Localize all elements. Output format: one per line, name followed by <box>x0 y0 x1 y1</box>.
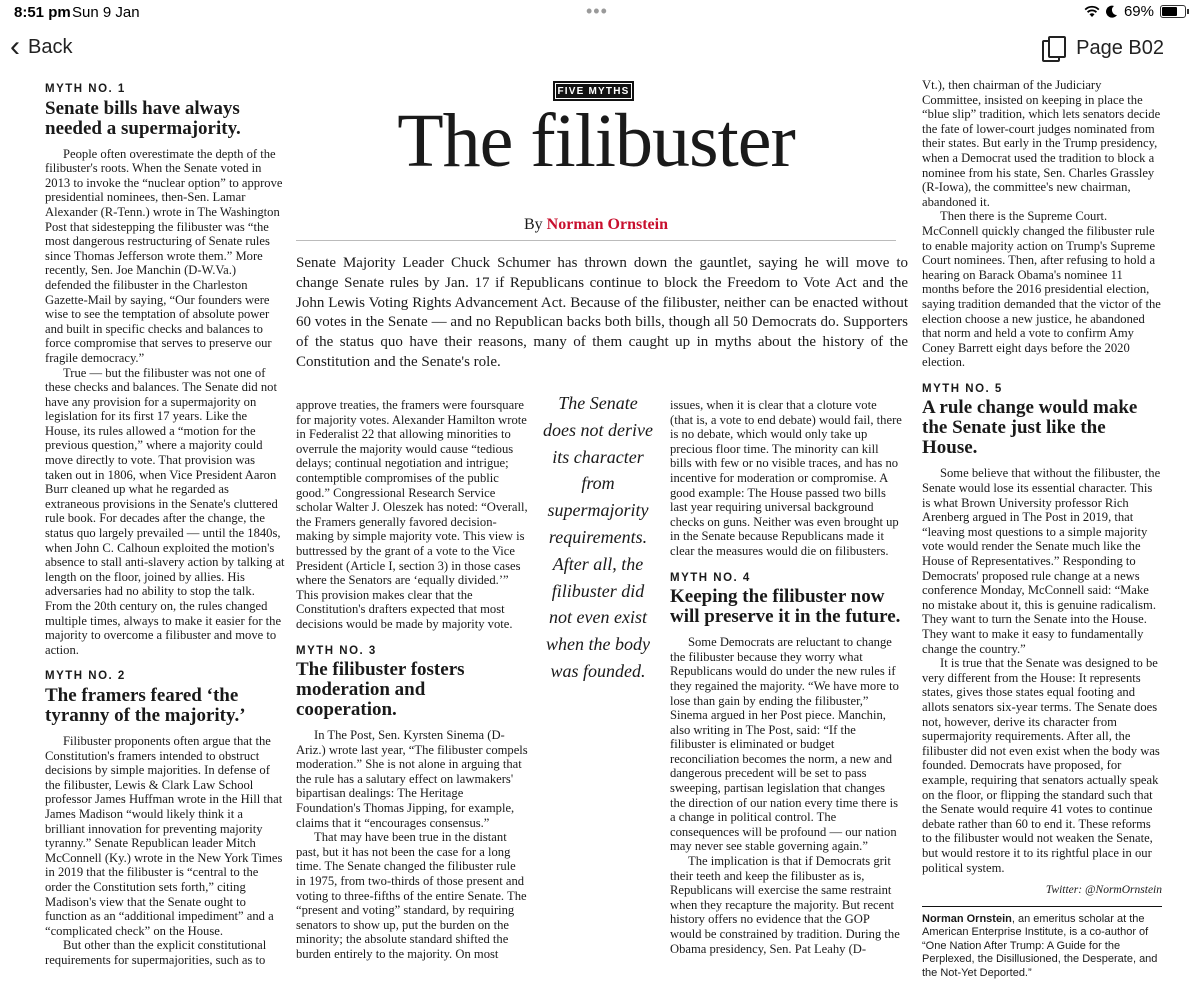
myth-1-paragraph: True — but the filibuster was not one of these checks and balances. The Senate did not have any provision for a supermajority on legislation for its first 17 years. Like the House, its rules allowed a “motion for the previous question,” where a majority could move directly to vote. That provision was taken out in 1806, when Vice President Aaron Burr cleaned up what he regarded as extraneous provisions in the Senate's cluttered rule book. For decades after the change, the status quo largely prevailed — until the 1840s, when John C. Calhoun exploited the motion's absence to stall anti-slavery action by talking at length on the floor, joined by allies. His adversaries had no ability to stop the talk. From the 20th century on, the rules changed multiple times, always to make it easier for the majority to overcome a filibuster and move to action. <box>45 365 285 657</box>
chevron-left-icon: ‹ <box>10 30 20 63</box>
back-button[interactable] <box>10 30 73 63</box>
myth-4-paragraph: Some Democrats are reluctant to change the filibuster because they worry what Republicans would do under the new rules if they regained the majority. “We have more to lose than gain by ending the filibuster,” Sinema argued in her Post piece. Manchin, also writing in The Post, said: “If the filibuster is eliminated or budget reconciliation becomes the norm, a new and dangerous precedent will be set to pass sweeping, partisan legislation that changes the direction of our nation every time there is a change in political control. The consequences will be profound — our nation may never see stable governing again.” <box>670 635 899 854</box>
myth-1-heading: Senate bills have always needed a supermajority. <box>45 97 241 139</box>
author-twitter: Twitter: @NormOrnstein <box>1045 884 1162 897</box>
myth-2-paragraph: Filibuster proponents often argue that the Constitution's framers intended to obstruct decisions by simple majorities. In defense of the filibuster, Lewis & Clark Law School professor James Huffman wrote in the Hill that James Madison “would likely think it a brilliant innovation for preventing majority tyranny.” Senate Republican leader Mitch McConnell (Ky.) wrote in the New York Times in 2019 that the filibuster is “central to the order the Constitution sets forth,” citing Madison's view that the Senate ought to function as an “additional impediment” and a “complicated check” on the House. <box>45 733 283 938</box>
myth-5-paragraph: It is true that the Senate was designed to be very different from the House: It represents states, gives those states equal footing and allots senators six-year terms. The Senate does not, however, derive its character from supermajority requirements. After all, the filibuster did not even exist when the body was founded. Democrats have proposed, for example, requiring that senators actually speak on the floor, or flipping the standard such that the Senate would require 41 votes to continue debate rather than 60 to end it. These reforms to the filibuster would not weaken the Senate, but would restore it to its rightful place in our political system. <box>922 656 1160 875</box>
byline <box>296 216 896 234</box>
wifi-icon <box>1084 5 1100 18</box>
myth-2-heading: The framers feared ‘the tyranny of the majority.’ <box>45 684 246 726</box>
column-3 <box>670 398 902 956</box>
myth-3-label: MYTH NO. 3 <box>296 644 377 657</box>
pull-quote: The Senate does not derive its character from supermajority requirements. After all, the filibuster did not even exist when the body was founded. <box>543 393 653 681</box>
myth-1-label: MYTH NO. 1 <box>45 83 126 95</box>
multitasking-dots[interactable]: ••• <box>586 1 608 21</box>
column-2 <box>296 398 528 962</box>
page-label: Page B02 <box>1076 36 1164 59</box>
page-selector-button[interactable] <box>1042 36 1164 60</box>
battery-percent: 69% <box>1123 3 1154 20</box>
myth-4-label: MYTH NO. 4 <box>670 571 751 584</box>
author-bio <box>922 913 1162 981</box>
myth-5-paragraph: Some believe that without the filibuster, the Senate would lose its essential character. This is what Brown University professor Rich Arenberg argued in The Post in 2019, that “leaving most questions to a simple majority vote would render the Senate much like the House of Representatives.” Responding to Democrats' proposed rule change at a news conference Monday, McConnell said: “Make no mistake about it, this is genuine radicalism. They want to turn the Senate into the House. They want to make it easy to fundamentally change the country.” <box>922 466 1161 656</box>
byline-author: Norman Ornstein <box>546 216 668 233</box>
column-2-paragraph: approve treaties, the framers were foursquare for majority votes. Alexander Hamilton wrote in Federalist 22 that allowing minorities to overrule the majority would cause “tedious delays; continual negotiation and intrigue; contemptible compromises of the public good.” Congressional Research Service scholar Walter J. Oleszek has noted: “Overall, the Framers generally favored decision-making by simple majority vote. This view is buttressed by the grant of a vote to the Vice President (Article I, section 3) in those cases where the Senators are ‘equally divided.’” This provision makes clear that the Constitution's drafters expected that most decisions would be made by majority vote. <box>296 398 528 631</box>
status-right <box>1084 3 1186 20</box>
article-title: The filibuster <box>397 99 795 183</box>
myth-4-paragraph: The implication is that if Democrats grit their teeth and keep the filibuster as is, Republicans will exercise the same restraint when they recapture the majority. But recent history offers no evidence that the GOP would be constrained by tradition. During the Obama presidency, Sen. Pat Leahy (D- <box>670 854 900 956</box>
myth-3-paragraph: That may have been true in the distant past, but it has not been the case for a long time. The Senate changed the filibuster rule in 1975, from two-thirds of those present and voting to three-fifths of the entire Senate. The “present and voting” standard, by requiring senators to show up, put the burden on the minority; the absolute standard shifted the burden entirely to the majority. On most <box>296 830 527 961</box>
status-bar <box>0 0 1200 26</box>
bio-text: , an emeritus scholar at the American Enterprise Institute, is a co-author of “One Nation After Trump: A Guide for the Perplexed, the Disillusioned, the Desperate, and the Not-Yet Deported.” <box>922 912 1158 980</box>
myth-4-heading: Keeping the filibuster now will preserve it in the future. <box>670 586 901 628</box>
myth-3-paragraph: In The Post, Sen. Kyrsten Sinema (D-Ariz.) wrote last year, “The filibuster compels moderation.” She is not alone in arguing that the rule has a salutary effect on lawmakers' bipartisan dealings: The Heritage Foundation's Thomas Jipping, for example, claims that it “encourages consensus.” <box>296 728 528 830</box>
column-4-paragraph: Then there is the Supreme Court. McConnell quickly changed the filibuster rule to enable majority action on Trump's Supreme Court nominees. Then, after refusing to hold a hearing on Barack Obama's nominee 11 months before the 2016 presidential election, saying tradition demanded that the victor of the election choose a new justice, he abandoned that norm and held a vote to confirm Amy Coney Barrett eight days before the 2020 election. <box>922 209 1161 370</box>
five-myths-badge: FIVE MYTHS <box>553 81 634 101</box>
myth-5-label: MYTH NO. 5 <box>922 382 1003 395</box>
article-intro: Senate Majority Leader Chuck Schumer has thrown down the gauntlet, saying he will move to change Senate rules by Jan. 17 if Republicans continue to block the Freedom to Vote Act and the John Lewis Voting Rights Advancement Act. Because of the filibuster, neither can be enacted without 60 votes in the Senate — and no Republican backs both bills, though all 50 Democrats do. Supporters of the status quo have their reasons, many of them caught up in myths about the history of the Constitution and the Senate's role. <box>296 255 908 370</box>
newspaper-page <box>0 76 1200 980</box>
moon-icon <box>1106 5 1118 18</box>
status-time: 8:51 pm <box>14 4 71 21</box>
column-3-paragraph: issues, when it is clear that a cloture vote (that is, a vote to end debate) would fail, there is no debate, which would only take up precious floor time. The minority can kill bills with few or no visible traces, and has no incentive for moderation or compromise. A good example: The House passed two bills last year requiring universal background checks on guns. Neither was even brought up in the Senate because Republicans made it clear the measures would die on filibusters. <box>670 398 902 558</box>
myth-2-paragraph: But other than the explicit constitutional requirements for supermajorities, such as to <box>45 938 267 967</box>
bio-divider <box>922 906 1162 907</box>
column-4-paragraph: Vt.), then chairman of the Judiciary Committee, insisted on keeping in place the “blue slip” tradition, which lets senators decide the fate of lower-court judges nominated from their states. But early in the Trump presidency, when a Democrat used the tradition to block a nominee from his state, Sen. Charles Grassley (R-Iowa), the committee's new chairman, abandoned it. <box>922 78 1161 209</box>
byline-prefix: By <box>524 216 543 233</box>
column-4 <box>922 78 1162 981</box>
bio-name: Norman Ornstein <box>922 912 1012 925</box>
myth-2-label: MYTH NO. 2 <box>45 670 126 683</box>
battery-icon <box>1160 5 1186 18</box>
myth-5-heading: A rule change would make the Senate just like the House. <box>922 397 1138 459</box>
header-divider <box>296 240 896 241</box>
back-label: Back <box>28 35 73 58</box>
nav-bar <box>0 26 1200 76</box>
myth-1-paragraph: People often overestimate the depth of the filibuster's roots. When the Senate voted in 2013 to invoke the “nuclear option” to approve presidential nominees, then-Sen. Lamar Alexander (R-Tenn.) wrote in The Washington Post that sidestepping the filibuster was “the most dangerous restructuring of Senate rules since Thomas Jefferson wrote them.” More recently, Sen. Joe Manchin (D-W.Va.) defended the filibuster in the Charleston Gazette-Mail by saying, “Our founders were wise to see the temptation of absolute power and built in specific checks and balances to force compromise that serves to preserve our fragile democracy.” <box>45 146 283 365</box>
status-date: Sun 9 Jan <box>72 4 140 21</box>
myth-3-heading: The filibuster fosters moderation and cooperation. <box>296 659 465 721</box>
column-1 <box>45 82 285 967</box>
pages-icon <box>1042 36 1064 60</box>
